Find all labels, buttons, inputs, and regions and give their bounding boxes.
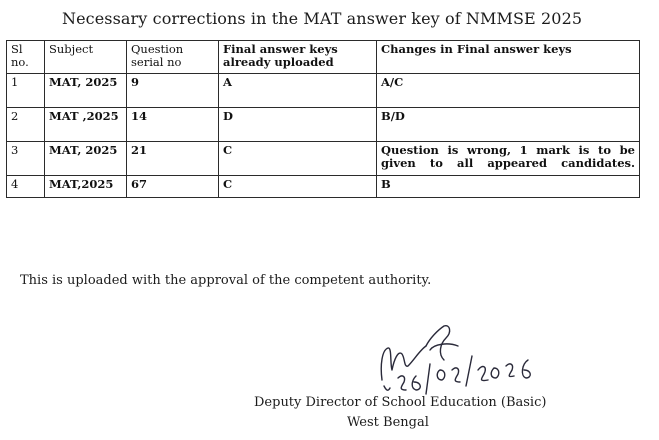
signature-digit-6 — [412, 376, 420, 390]
handwritten-signature — [368, 320, 538, 395]
page-title: Necessary corrections in the MAT answer key of NMMSE 2025 — [62, 9, 583, 28]
signature-slash-1 — [426, 364, 430, 394]
table-row — [7, 142, 640, 176]
cell-subject: MAT, 2025 — [45, 74, 127, 108]
cell-question: 9 — [127, 74, 219, 108]
cell-final-key: C — [219, 176, 377, 198]
cell-subject: MAT,2025 — [45, 176, 127, 198]
signature-cross-stroke — [430, 344, 458, 350]
cell-subject: MAT ,2025 — [45, 108, 127, 142]
cell-question: 67 — [127, 176, 219, 198]
table-row — [7, 176, 640, 198]
header-sl-no: Sl no. — [7, 41, 45, 74]
cell-question: 14 — [127, 108, 219, 142]
signature-digit-6b — [522, 360, 530, 378]
cell-subject: MAT, 2025 — [45, 142, 127, 176]
table-row — [7, 74, 640, 108]
signature-digit-2 — [398, 376, 406, 390]
signatory-designation: Deputy Director of School Education (Basic) — [254, 395, 547, 410]
signature-date-tick — [384, 386, 390, 390]
cell-sl: 3 — [7, 142, 45, 176]
signature-digit-0b — [491, 368, 499, 378]
signature-initials-stroke — [381, 346, 426, 380]
cell-change: B — [377, 176, 640, 198]
approval-note: This is uploaded with the approval of the competent authority. — [20, 273, 432, 288]
signature-digit-0 — [437, 370, 445, 380]
corrections-table — [6, 40, 640, 198]
cell-question: 21 — [127, 142, 219, 176]
signatory-state: West Bengal — [347, 415, 429, 430]
cell-final-key: C — [219, 142, 377, 176]
table-header-row — [7, 41, 640, 74]
cell-change: A/C — [377, 74, 640, 108]
header-question-serial: Question serial no — [127, 41, 219, 74]
signature-slash-2 — [466, 356, 472, 386]
cell-sl: 2 — [7, 108, 45, 142]
cell-final-key: A — [219, 74, 377, 108]
cell-change-text: Question is wrong, 1 mark is to be given to all appeared candidates. — [381, 143, 635, 170]
signature-loop-stroke — [426, 326, 450, 360]
cell-sl: 1 — [7, 74, 45, 108]
header-changes: Changes in Final answer keys — [377, 41, 640, 74]
signature-digit-2c — [478, 367, 488, 381]
cell-sl: 4 — [7, 176, 45, 198]
cell-change: B/D — [377, 108, 640, 142]
signature-digit-2d — [506, 364, 514, 377]
header-subject: Subject — [45, 41, 127, 74]
cell-final-key: D — [219, 108, 377, 142]
table-row — [7, 108, 640, 142]
cell-change — [377, 142, 640, 176]
header-final-answer-keys: Final answer keys already uploaded — [219, 41, 377, 74]
signature-digit-2b — [452, 368, 460, 382]
